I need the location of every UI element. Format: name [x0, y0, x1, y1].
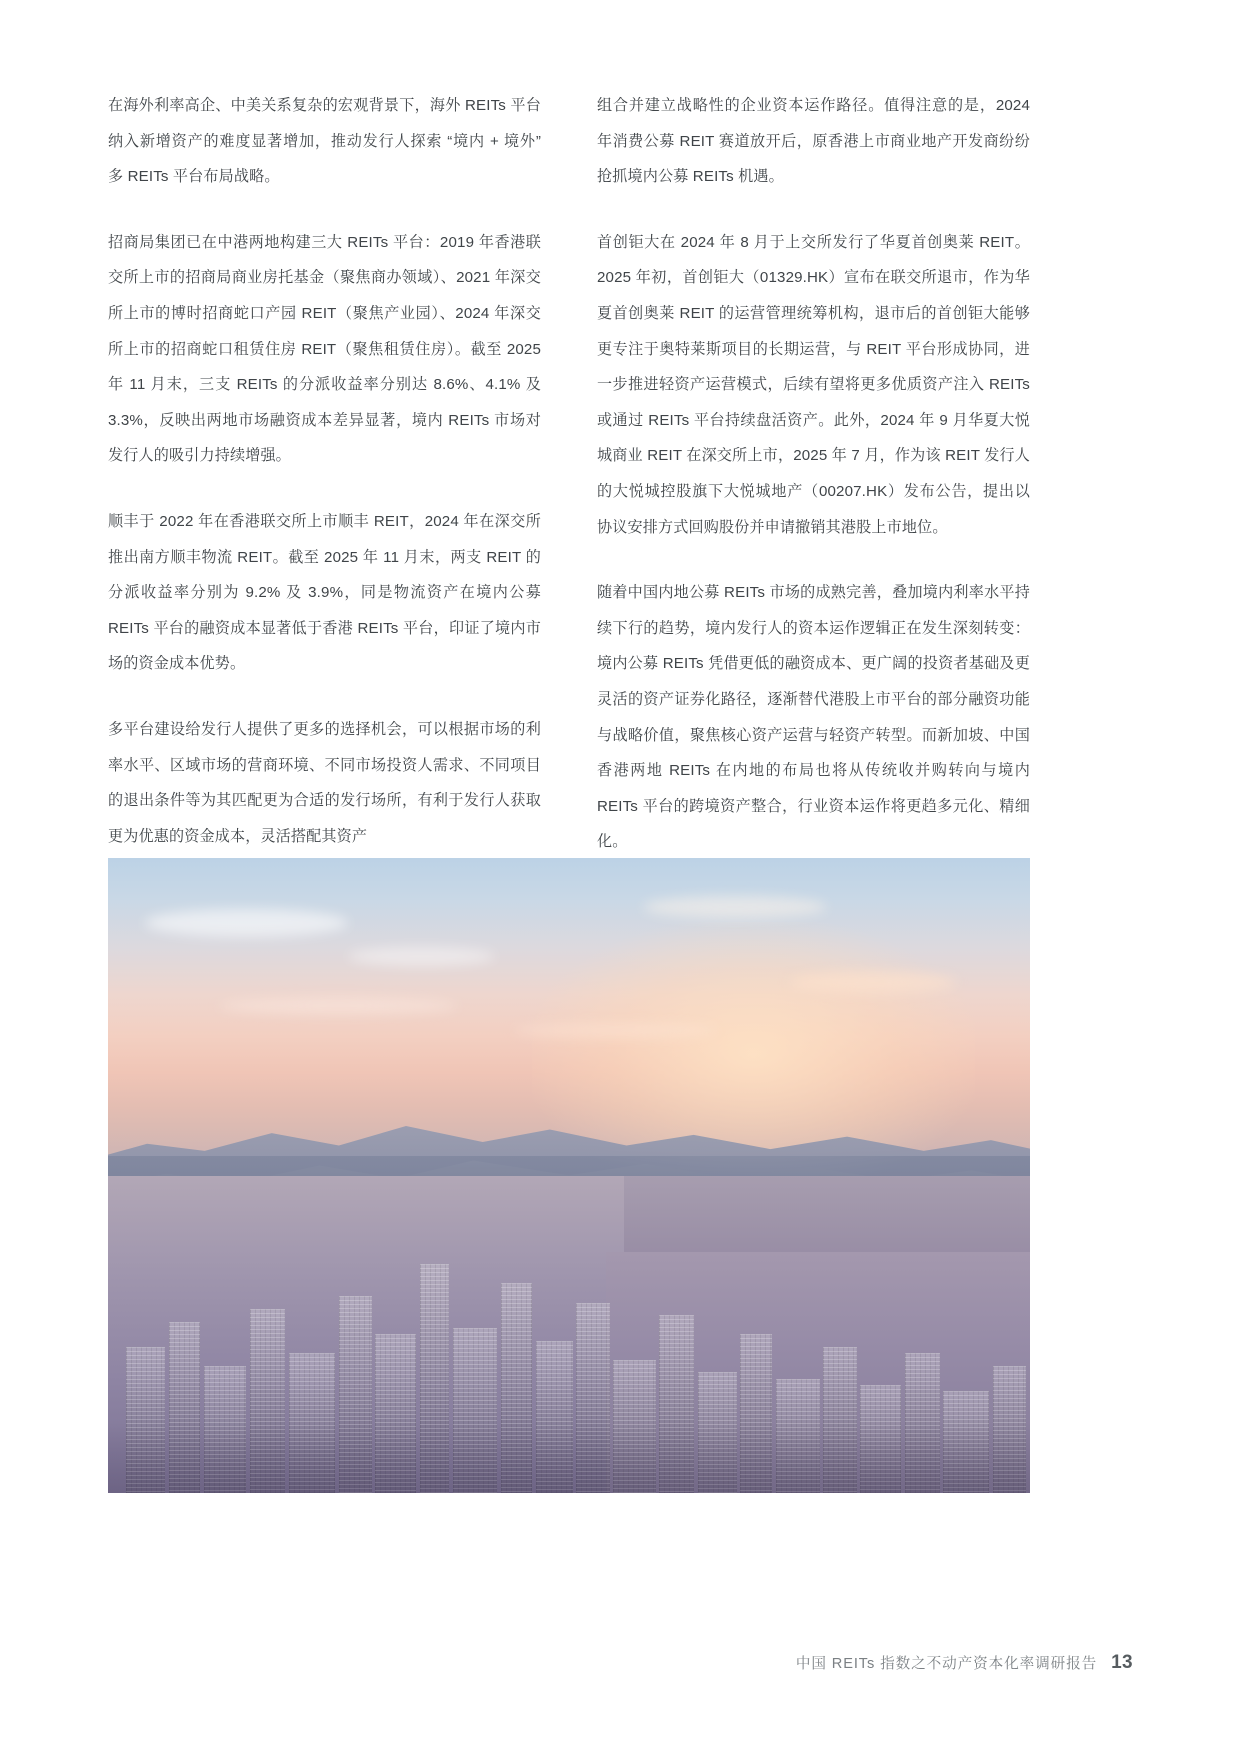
two-column-text-body	[108, 88, 1030, 860]
building	[905, 1353, 940, 1493]
left-column	[108, 88, 541, 860]
building	[943, 1391, 989, 1493]
photo-canvas	[108, 858, 1030, 1493]
page-footer	[796, 1652, 1133, 1674]
paragraph: 顺丰于 2022 年在香港联交所上市顺丰 REIT，2024 年在深交所推出南方顺丰物流 REIT。截至 2025 年 11 月末，两支 REIT 的分派收益率分别为 9.2% 及 3.9%，同是物流资产在境内公募 REITs 平台的融资成本显著低于香港 REITs 平台，印证了境内市场的资金成本优势。	[108, 512, 541, 673]
building	[420, 1264, 450, 1493]
paragraph: 在海外利率高企、中美关系复杂的宏观背景下，海外 REITs 平台纳入新增资产的难度显著增加，推动发行人探索 “境内 + 境外” 多 REITs 平台布局战略。	[108, 97, 541, 186]
paragraph: 多平台建设给发行人提供了更多的选择机会，可以根据市场的利率水平、区域市场的营商环境、不同市场投资人需求、不同项目的退出条件等为其匹配更为合适的发行场所，有利于发行人获取更为优惠的资金成本，灵活搭配其资产	[108, 720, 541, 845]
cloud	[219, 998, 459, 1015]
building	[339, 1296, 372, 1493]
building	[453, 1328, 497, 1493]
page-number: 13	[1111, 1652, 1133, 1673]
footer-report-title: 中国 REITs 指数之不动产资本化率调研报告	[795, 1656, 1098, 1672]
cloud	[790, 972, 956, 992]
building	[576, 1303, 609, 1494]
building	[860, 1385, 901, 1493]
skyscraper-ifc	[659, 1315, 694, 1493]
paragraph: 首创钜大在 2024 年 8 月于上交所发行了华夏首创奥莱 REIT。2025 年初，首创钜大（01329.HK）宣布在联交所退市，作为华夏首创奥莱 REIT 的运营管理统筹机构，退市后的首创钜大能够更专注于奥特莱斯项目的长期运营，与 REIT 平台形成协同，进一步推进轻资产运营模式，后续有望将更多优质资产注入 REITs 或通过 REITs 平台持续盘活资产。此外，2024 年 9 月华夏大悦城商业 REIT 在深交所上市，2025 年 7 月，作为该 REIT 发行人的大悦城控股旗下大悦城地产（00207.HK）发布公告，提出以协议安排方式回购股份并申请撤销其港股上市地位。	[597, 233, 1030, 536]
city-mass	[108, 1176, 1030, 1494]
building	[740, 1334, 771, 1493]
paragraph: 随着中国内地公募 REITs 市场的成熟完善，叠加境内利率水平持续下行的趋势，境内发行人的资本运作逻辑正在发生深刻转变：境内公募 REITs 凭借更低的融资成本、更广阔的投资者基础及更灵活的资产证券化路径，逐渐替代港股上市平台的部分融资功能与战略价值，聚焦核心资产运营与轻资产转型。而新加坡、中国香港两地 REITs 在内地的布局也将从传统收并购转向与境内 REITs 平台的跨境资产整合，行业资本运作将更趋多元化、精细化。	[597, 584, 1030, 851]
building	[289, 1353, 335, 1493]
right-column	[597, 88, 1030, 860]
building	[126, 1347, 165, 1493]
paragraph: 组合并建立战略性的企业资本运作路径。值得注意的是，2024 年消费公募 REIT 赛道放开后，原香港上市商业地产开发商纷纷抢抓境内公募 REITs 机遇。	[597, 97, 1030, 186]
building	[375, 1334, 416, 1493]
paragraph: 招商局集团已在中港两地构建三大 REITs 平台：2019 年香港联交所上市的招商局商业房托基金（聚焦商办领域）、2021 年深交所上市的博时招商蛇口产园 REIT（聚焦产业园）、2024 年深交所上市的招商蛇口租赁住房 REIT（聚焦租赁住房）。截至 2025 年 11 月末，三支 REITs 的分派收益率分别达 8.6%、4.1% 及 3.3%，反映出两地市场融资成本差异显著，境内 REITs 市场对发行人的吸引力持续增强。	[108, 233, 541, 465]
building	[698, 1372, 737, 1493]
building	[613, 1360, 655, 1493]
cloud	[145, 909, 348, 938]
hong-kong-skyline-photo	[108, 858, 1030, 1493]
building	[536, 1341, 573, 1493]
cloud	[348, 947, 496, 966]
building	[993, 1366, 1026, 1493]
building	[823, 1347, 856, 1493]
building	[501, 1283, 532, 1493]
building	[204, 1366, 246, 1493]
building	[169, 1322, 200, 1493]
building	[250, 1309, 285, 1493]
building	[776, 1379, 820, 1493]
